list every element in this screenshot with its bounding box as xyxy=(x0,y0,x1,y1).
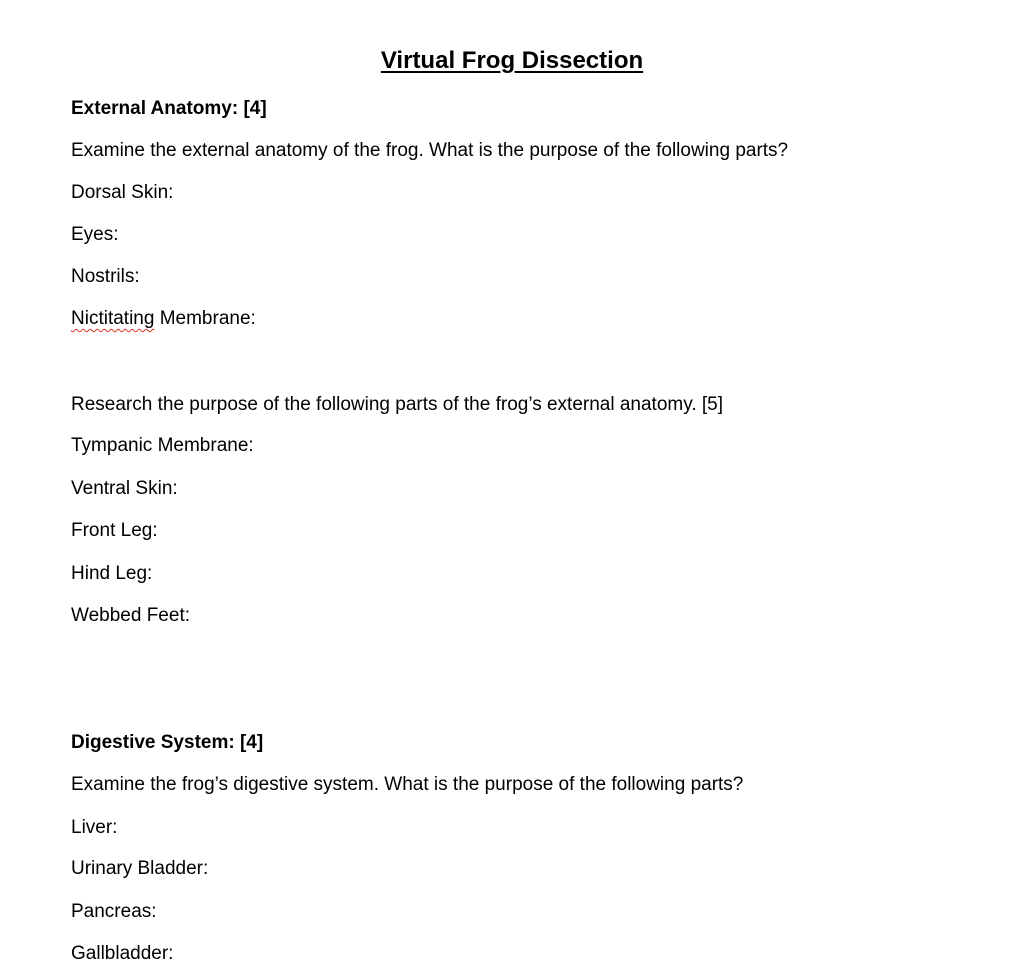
document-title: Virtual Frog Dissection xyxy=(380,47,644,74)
external-anatomy-prompt: Examine the external anatomy of the frog. What is the purpose of the following parts? xyxy=(71,140,789,161)
digestive-system-heading: Digestive System: [4] xyxy=(71,732,264,753)
item-webbed-feet: Webbed Feet: xyxy=(71,605,191,626)
item-pancreas: Pancreas: xyxy=(71,901,157,922)
misspelled-word[interactable]: Nictitating xyxy=(71,308,155,329)
item-dorsal-skin: Dorsal Skin: xyxy=(71,182,174,203)
item-gallbladder: Gallbladder: xyxy=(71,943,174,964)
item-label-rest: Membrane: xyxy=(154,308,256,329)
item-front-leg: Front Leg: xyxy=(71,520,158,541)
item-liver: Liver: xyxy=(71,817,118,838)
item-ventral-skin: Ventral Skin: xyxy=(71,478,178,499)
item-eyes: Eyes: xyxy=(71,224,119,245)
item-nictitating-membrane xyxy=(71,307,256,331)
item-hind-leg: Hind Leg: xyxy=(71,563,153,584)
item-nostrils: Nostrils: xyxy=(71,266,140,287)
research-prompt: Research the purpose of the following parts of the frog’s external anatomy. [5] xyxy=(71,394,724,415)
item-urinary-bladder: Urinary Bladder: xyxy=(71,858,209,879)
digestive-prompt: Examine the frog’s digestive system. What is the purpose of the following parts? xyxy=(71,774,744,795)
external-anatomy-heading: External Anatomy: [4] xyxy=(71,98,267,119)
item-tympanic-membrane: Tympanic Membrane: xyxy=(71,435,254,456)
